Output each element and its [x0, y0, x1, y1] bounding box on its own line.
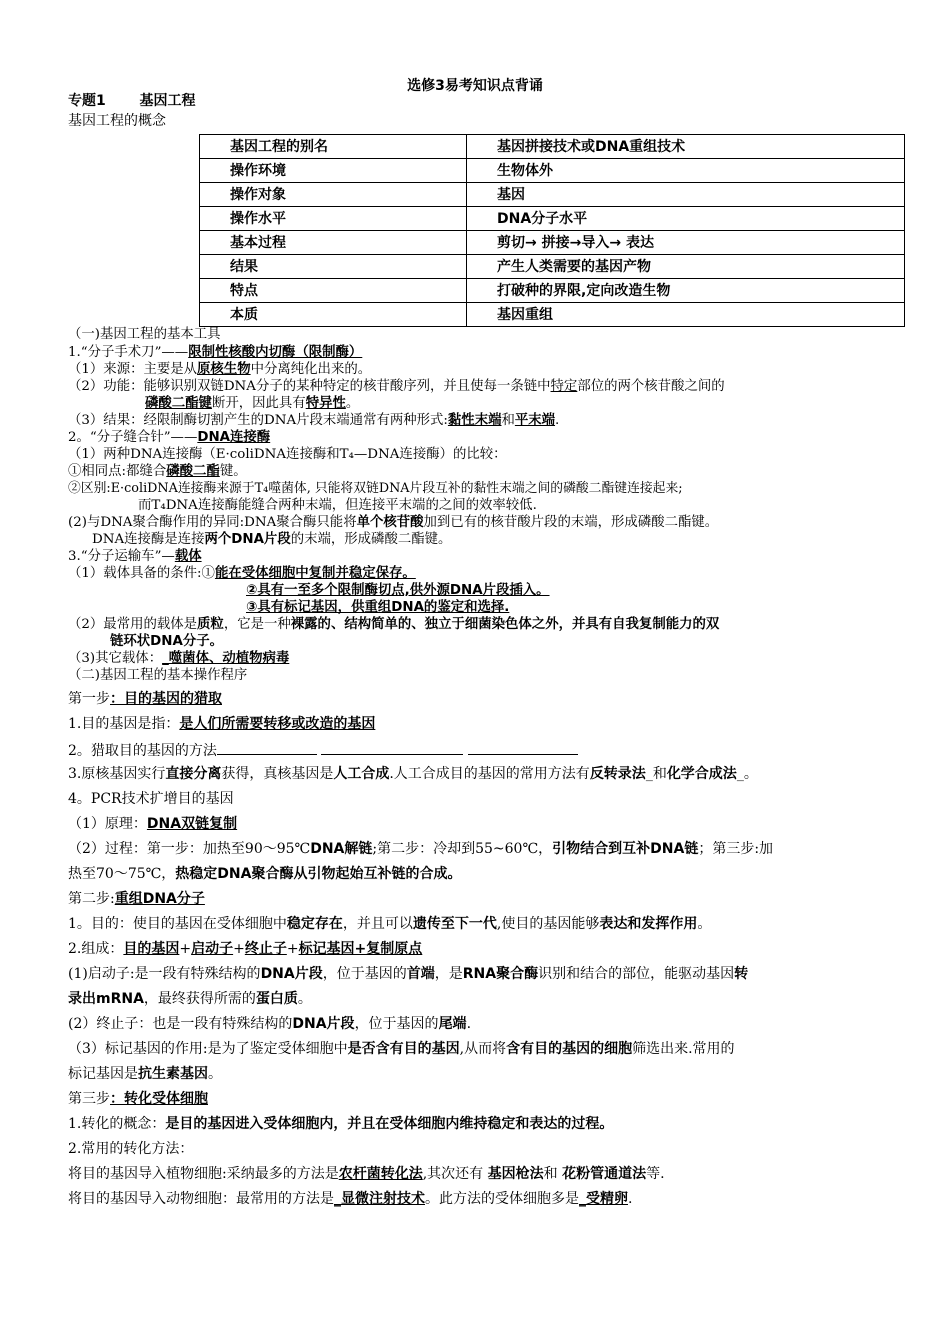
- key-term: RNA聚合酶: [462, 966, 539, 982]
- text-span: ，并且可以: [342, 916, 413, 932]
- table-cell-value: 打破种的界限,定向改造生物: [467, 279, 905, 303]
- text-span: （2）功能：能够识别双链DNA分子的某种特定的核苷酸序列，并且使每一条链中: [68, 379, 551, 394]
- key-term: ：转化受体细胞: [110, 1091, 208, 1107]
- text-line: [68, 463, 247, 481]
- text-span: 和: [501, 413, 515, 428]
- table-cell-key: 操作水平: [200, 207, 467, 231]
- text-span: 和: [543, 1166, 563, 1182]
- key-term: 裸露的、结构简单的、独立于细菌染色体之外，并具有自我复制能力的双: [290, 617, 720, 632]
- key-term: 是否含有目的基因: [347, 1041, 460, 1057]
- text-span: 3.原核基因实行: [68, 766, 166, 782]
- text-line: （1）两种DNA连接酶（E·coliDNA连接酶和T₄—DNA连接酶）的比较：: [68, 447, 507, 462]
- text-line: [68, 514, 718, 532]
- text-span: 将目的基因导入动物细胞：最常用的方法是: [68, 1191, 334, 1207]
- text-line: [68, 1190, 632, 1208]
- text-span: 将目的基因导入植物细胞:采纳最多的方法是: [68, 1166, 339, 1182]
- table-cell-value: DNA分子水平: [467, 207, 905, 231]
- key-term: 直接分离: [165, 766, 222, 782]
- table-row: [200, 231, 905, 255]
- text-line: 而T₄DNA连接酶能缝合两种末端，但连接平末端的之间的效率较低.: [138, 498, 537, 513]
- text-line: [68, 1065, 222, 1083]
- key-term: 引物结合到互补DNA链: [552, 841, 699, 857]
- text-span: .: [628, 1191, 633, 1207]
- text-span: 部位的两个核苷酸之间的: [577, 379, 725, 394]
- document-title: 选修3易考知识点背诵: [407, 78, 543, 94]
- text-span: _和: [645, 766, 667, 782]
- text-span: （3）标记基因的作用:是为了鉴定受体细胞中: [68, 1041, 348, 1057]
- key-term: 两个DNA片段: [204, 532, 291, 547]
- key-term: 表达和发挥作用: [599, 916, 698, 932]
- key-term: 磷酸二酯键: [145, 396, 212, 411]
- text-span: +: [179, 941, 192, 957]
- text-line: [68, 412, 559, 430]
- text-span: 1.目的基因是指：: [68, 716, 180, 732]
- text-span: 。: [297, 991, 312, 1007]
- table-cell-key: 本质: [200, 303, 467, 327]
- text-line: [68, 940, 422, 958]
- text-line: [68, 344, 362, 362]
- text-line: [68, 429, 270, 447]
- text-span: .: [555, 413, 560, 428]
- text-line: [68, 565, 416, 583]
- text-line: [68, 765, 758, 783]
- key-term: 是目的基因进入受体细胞内，并且在受体细胞内维持稳定和表达的过程。: [165, 1116, 614, 1132]
- text-span: .人工合成目的基因的常用方法有: [389, 766, 590, 782]
- key-term: 黏性末端: [447, 413, 502, 428]
- fill-blank: [468, 740, 578, 755]
- step-heading: [68, 1090, 208, 1108]
- text-span: 1。目的：使目的基因在受体细胞中: [68, 916, 287, 932]
- text-span: （3)其它载体：: [68, 651, 163, 666]
- text-span: DNA连接酶是连接: [92, 532, 205, 547]
- key-term: 尾端: [438, 1016, 467, 1032]
- key-term: 磷酸二酯: [166, 464, 220, 479]
- key-term: 抗生素基因: [138, 1066, 208, 1082]
- text-span: ①相同点:都缝合: [68, 464, 167, 479]
- text-line: [68, 965, 748, 983]
- key-term: DNA解链: [310, 841, 373, 857]
- text-span: (2）终止子：也是一段有特殊结构的: [68, 1016, 293, 1032]
- text-line: ②区别:E·coliDNA连接酶来源于T₄噬菌体, 只能将双链DNA片段互补的黏性末端之间的磷酸二酯键连接起来;: [68, 481, 683, 496]
- text-span: 。此方法的受体细胞多是: [425, 1191, 579, 1207]
- text-span: 2。猎取目的基因的方法: [68, 743, 217, 759]
- table-row: [200, 207, 905, 231]
- step-heading: [68, 890, 205, 908]
- table-cell-key: 操作对象: [200, 183, 467, 207]
- text-line: [145, 395, 359, 413]
- key-term: 蛋白质: [255, 991, 298, 1007]
- key-term: 化学合成法: [666, 766, 737, 782]
- text-line: 4。PCR技术扩增目的基因: [68, 791, 234, 807]
- key-term: 特异性: [305, 396, 346, 411]
- text-line: [68, 361, 371, 379]
- text-span: 1.转化的概念：: [68, 1116, 166, 1132]
- text-span: +: [233, 941, 245, 957]
- text-span: 热至70～75℃，: [68, 866, 176, 882]
- text-span: 1.“分子手术刀”——: [68, 345, 189, 360]
- text-span: 第三步: [68, 1091, 110, 1107]
- key-term: 原核生物: [197, 362, 251, 377]
- key-term: 能在受体细胞中复制并稳定保存。: [214, 566, 416, 581]
- key-term: 启动子: [191, 941, 234, 957]
- table-cell-key: 操作环境: [200, 159, 467, 183]
- key-term: 终止子: [244, 941, 287, 957]
- text-span: 中分离纯化出来的。: [250, 362, 372, 377]
- text-line: ②具有一至多个限制酶切点,供外源DNA片段插入。: [246, 583, 550, 598]
- text-span: ,其次还有: [422, 1166, 488, 1182]
- text-line: [68, 650, 289, 668]
- text-line: 链环状DNA分子。: [110, 634, 224, 649]
- text-span: ;第二步：冷却到55~60℃，: [372, 841, 553, 857]
- text-line: [68, 715, 375, 733]
- text-span: +: [286, 941, 299, 957]
- key-term: 是人们所需要转移或改造的基因: [179, 716, 376, 732]
- text-line: 2.常用的转化方法：: [68, 1141, 194, 1157]
- text-span: 获得，真核基因是: [221, 766, 334, 782]
- text-span: 。: [697, 916, 712, 932]
- key-term: 热稳定DNA聚合酶从引物起始互补链的合成。: [175, 866, 462, 882]
- key-term: 含有目的基因的细胞: [506, 1041, 633, 1057]
- text-span: 断开，因此具有: [211, 396, 306, 411]
- text-span: （1）载体具备的条件:①: [68, 566, 215, 581]
- key-term: 标记基因+复制原点: [298, 941, 423, 957]
- text-line: [68, 1040, 735, 1058]
- key-term: DNA片段: [292, 1016, 355, 1032]
- key-term: 遗传至下一代: [412, 916, 497, 932]
- text-line: [68, 815, 237, 833]
- table-row: [200, 183, 905, 207]
- text-line: [68, 1165, 665, 1183]
- text-span: ，位于基因的: [354, 1016, 439, 1032]
- text-span: （3）结果：经限制酶切割产生的DNA片段末端通常有两种形式:: [68, 413, 448, 428]
- table-cell-value: 生物体外: [467, 159, 905, 183]
- table-cell-value: 基因: [467, 183, 905, 207]
- key-term: 录出mRNA: [68, 991, 144, 1007]
- text-span: ，最终获得所需的: [143, 991, 256, 1007]
- table-row: [200, 279, 905, 303]
- key-term: 目的基因: [123, 941, 180, 957]
- text-line: [68, 548, 202, 566]
- text-span: （1）来源：主要是从: [68, 362, 198, 377]
- text-span: （1）原理：: [68, 816, 147, 832]
- text-span: 加到已有的核苷酸片段的末端，形成磷酸二酯键。: [423, 515, 719, 530]
- text-span: ,从而将: [459, 1041, 507, 1057]
- text-span: 第二步:: [68, 891, 115, 907]
- table-row: [200, 303, 905, 327]
- key-term: 质粒: [197, 617, 224, 632]
- text-span: 2.组成：: [68, 941, 124, 957]
- text-line: ③具有标记基因，供重组DNA的鉴定和选择.: [246, 600, 510, 615]
- text-line: [92, 531, 451, 549]
- text-span: 2。“分子缝合针”——: [68, 430, 198, 445]
- text-span: 筛选出来.常用的: [632, 1041, 735, 1057]
- text-line: [68, 1015, 471, 1033]
- table-row: [200, 255, 905, 279]
- text-span: 识别和结合的部位，能驱动基因: [538, 966, 735, 982]
- topic-heading: [68, 92, 196, 110]
- key-term: 特定: [550, 379, 578, 394]
- text-span: 标记基因是: [68, 1066, 138, 1082]
- table-cell-key: 结果: [200, 255, 467, 279]
- key-term: DNA双链复制: [146, 816, 238, 832]
- key-term: DNA连接酶: [197, 430, 271, 445]
- key-term: 载体: [174, 549, 202, 564]
- text-line: [68, 840, 773, 858]
- text-line: [68, 740, 578, 760]
- key-term: 农杆菌转化法: [338, 1166, 423, 1182]
- key-term: 人工合成: [333, 766, 390, 782]
- key-term: 首端: [406, 966, 435, 982]
- table-row: [200, 135, 905, 159]
- table-cell-value: 剪切→ 拼接→导入→ 表达: [467, 231, 905, 255]
- concept-table: [199, 134, 905, 327]
- text-line: [68, 378, 725, 396]
- section-heading: （一)基因工程的基本工具: [68, 327, 221, 342]
- text-span: ，位于基因的: [322, 966, 407, 982]
- key-term: 花粉管通道法: [562, 1166, 647, 1182]
- text-span: 等.: [646, 1166, 665, 1182]
- key-term: 转: [734, 966, 749, 982]
- table-cell-value: 基因拼接技术或DNA重组技术: [467, 135, 905, 159]
- text-line: [68, 1115, 613, 1133]
- table-cell-key: 特点: [200, 279, 467, 303]
- step-heading: [68, 690, 222, 708]
- table-row: [200, 159, 905, 183]
- table-cell-key: 基本过程: [200, 231, 467, 255]
- text-span: 3.“分子运输车”—: [68, 549, 175, 564]
- topic-name: 基因工程: [139, 93, 196, 109]
- fill-blank: [321, 740, 463, 755]
- text-line: [68, 865, 461, 883]
- key-term: 重组DNA分子: [114, 891, 205, 907]
- fill-blank: [217, 740, 317, 755]
- key-term: DNA片段: [260, 966, 323, 982]
- text-span: ，它是一种: [223, 617, 291, 632]
- text-line: [68, 915, 711, 933]
- key-term: _显微注射技术: [334, 1191, 425, 1207]
- text-span: (2)与DNA聚合酶作用的异同:DNA聚合酶只能将: [68, 515, 357, 530]
- text-span: ,使目的基因能够: [496, 916, 600, 932]
- key-term: 平末端: [514, 413, 556, 428]
- key-term: _受精卵: [579, 1191, 628, 1207]
- key-term: _噬菌体、动植物病毒: [162, 651, 290, 666]
- key-term: 限制性核酸内切酶（限制酶）: [188, 345, 363, 360]
- text-span: _。: [736, 766, 758, 782]
- key-term: 稳定存在: [286, 916, 343, 932]
- key-term: 基因枪法: [487, 1166, 544, 1182]
- text-span: （2）最常用的载体是: [68, 617, 198, 632]
- text-line: [68, 616, 719, 634]
- text-span: 。: [345, 396, 360, 411]
- text-span: ，是: [434, 966, 463, 982]
- text-span: 键。: [219, 464, 247, 479]
- table-cell-key: 基因工程的别名: [200, 135, 467, 159]
- table-cell-value: 产生人类需要的基因产物: [467, 255, 905, 279]
- text-span: 第一步: [68, 691, 110, 707]
- text-span: .: [466, 1016, 472, 1032]
- text-span: ；第三步:加: [698, 841, 774, 857]
- concept-heading: 基因工程的概念: [68, 113, 166, 129]
- key-term: 反转录法: [589, 766, 646, 782]
- key-term: 单个核苷酸: [356, 515, 424, 530]
- table-cell-value: 基因重组: [467, 303, 905, 327]
- text-span: (1)启动子:是一段有特殊结构的: [68, 966, 261, 982]
- text-span: （2）过程：第一步：加热至90～95℃: [68, 841, 311, 857]
- topic-label: 专题1: [68, 93, 106, 109]
- key-term: ：目的基因的猎取: [110, 691, 222, 707]
- text-span: 。: [208, 1066, 222, 1082]
- text-span: 的末端，形成磷酸二酯键。: [290, 532, 452, 547]
- text-line: [68, 990, 312, 1008]
- section-heading: （二)基因工程的基本操作程序: [68, 668, 248, 683]
